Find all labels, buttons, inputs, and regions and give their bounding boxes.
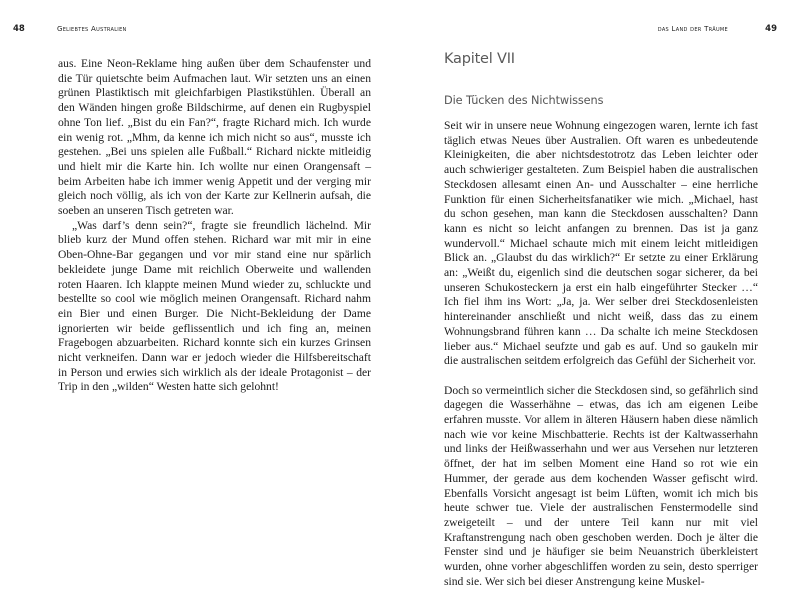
running-head: das Land der Träume <box>657 25 728 33</box>
paragraph: Doch so vermeintlich sicher die Steckdosen sind, so gefährlich sind dagegen die Wasserhähne – etwas, das ich am eigenen Leibe erfahren musste. Vor allem in älteren Häusern haben diese nämlich nach wie vor keine Mischbatterie. Rechts ist der Kaltwasserhahn und links der Heißwasserhahn und wer aus Versehen nur letzteren öffnet, der hat im selben Moment eine Hand so rot wie ein Hummer, der gerade aus dem kochenden Wasser gefischt wird. Ebenfalls Vorsicht angesagt ist beim Lüften, womit ich mich bis heute schwer tue. Viele der australischen Fenstermodelle sind zweigeteilt – und der untere Teil kann nur mit viel Kraftanstrengung nach oben geschoben werden. Doch je älter die Fenster sind und je häufiger sie beim Neuanstrich überkleistert wurden, ohne vorher abgeschliffen worden zu sein, desto sperriger sind sie. Wer sich bei dieser Anstrengung keine Muskel- <box>444 383 758 588</box>
body-text <box>58 57 371 395</box>
paragraph: „Was darf’s denn sein?“, fragte sie freundlich lächelnd. Mir blieb kurz der Mund offen stehen. Richard war mit mir in eine Oben-Ohne-Bar gegangen und vor mir stand eine nur spärlich bekleidete junge Dame mit reichlich Oberweite und wallenden roten Haaren. Ich klappte meinen Mund wieder zu, schluckte und bestellte so cool wie möglich meinen Orangensaft. Richard nahm ein Bier und einen Burger. Die Nicht-Bekleidung der Dame ignorierten wir beide geflissentlich und ich fing an, meinen Fragebogen abzuarbeiten. Richard konnte sich ein kurzes Grinsen nicht verkneifen. Dann war er jedoch wieder die Hilfsbereitschaft in Person und erwies sich wirklich als der ideale Protagonist – der Trip in den „wilden“ Westen hatte sich gelohnt! <box>58 218 371 394</box>
section-title: Die Tücken des Nichtwissens <box>444 94 604 107</box>
page-number: 48 <box>13 24 25 34</box>
chapter-heading: Kapitel VII <box>444 51 515 67</box>
paragraph: Seit wir in unsere neue Wohnung eingezogen waren, lernte ich fast täglich etwas Neues über Australien. Oft waren es unbedeutende Kleinigkeiten, die aber nichtsdestotrotz das Leben leichter oder auch schwieriger gestalteten. Zum Beispiel haben die australischen Steckdosen allesamt einen An- und Ausschalter – eine herrliche Funktion für einen Sicherheitsfanatiker wie mich. „Michael, hast du schon gesehen, man kann die Steckdosen ausschalten? Dann kann es nicht so leicht anfangen zu brennen. Das ist ja ganz wundervoll.“ Michael schaute mich mit einem leicht mitleidigen Blick an. „Glaubst du das wirklich?“ Er setzte zu einer Erklärung an: „Weißt du, eigenlich sind die deutschen sogar sicherer, da bei unseren Schukosteckern ja erst ein halb eingeführter Stecker …“ Ich fiel ihm ins Wort: „Ja, ja. Wer selber drei Steckdosenleisten hintereinander anschließt und nicht weiß, dass das zu einem Wohnungsbrand führen kann … Da schalte ich meine Steckdosen lieber aus.“ Michael seufzte und gab es auf. Und so gaukeln mir die australischen seitdem erfolgreich das Gefühl der Sicherheit vor. <box>444 119 758 368</box>
body-text <box>444 119 758 589</box>
left-page <box>0 0 397 567</box>
paragraph: aus. Eine Neon-Reklame hing außen über dem Schaufenster und die Tür quietschte beim Aufmachen laut. Wir setzten uns an einen grünen Plastiktisch mit gleichfarbigen Plastikstühlen. Überall an den Wänden hingen große Bildschirme, auf denen ein Rugbyspiel ohne Ton lief. „Bist du ein Fan?“, fragte Richard mich. Ich wurde ein wenig rot. „Mhm, da kenne ich mich nicht so aus“, musste ich gestehen. „Bei uns spielen alle Fußball.“ Richard nickte mitleidig und hielt mir die Karte hin. Ich wollte nur einen Orangensaft – beim Arbeiten habe ich immer wenig Appetit und der verging mir gleich noch völlig, als ich von der Karte zur Kellnerin aufsah, die soeben an unseren Tisch getreten war. <box>58 57 371 218</box>
running-head: Geliebtes Australien <box>57 25 127 33</box>
page-number: 49 <box>765 24 777 34</box>
right-page <box>397 0 794 588</box>
